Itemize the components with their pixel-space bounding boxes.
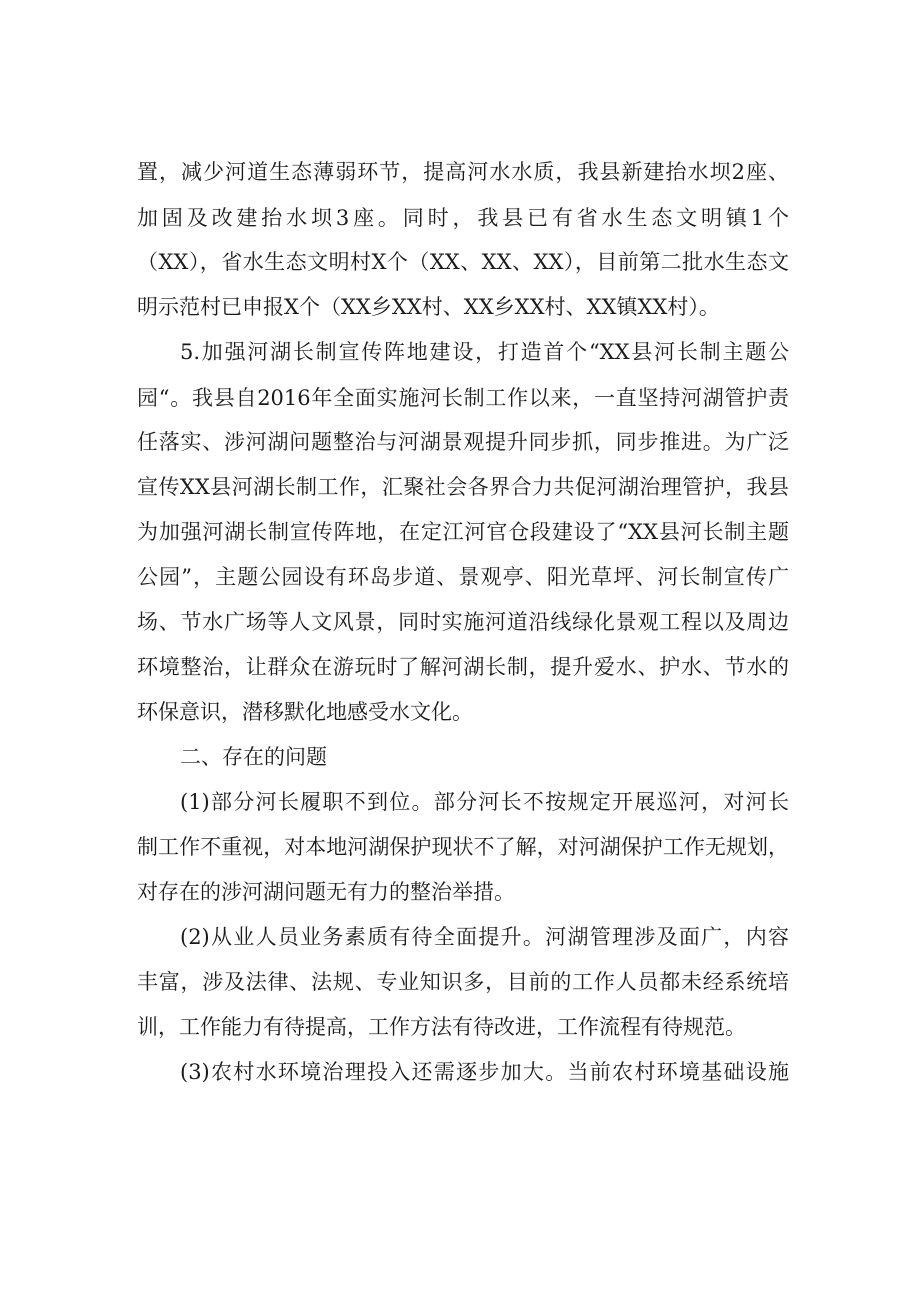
text-line: 对存在的涉河湖问题无有力的整治举措。 — [137, 880, 515, 904]
text-line: 为加强河湖长制宣传阵地，在定江河官仓段建设了“XX县河长制主题 — [137, 520, 789, 544]
item-3-line: (3)农村水环境治理投入还需逐步加大。当前农村环境基础设施 — [180, 1060, 789, 1084]
item-1-line: (1)部分河长履职不到位。部分河长不按规定开展巡河，对河长 — [180, 790, 789, 814]
item-5-heading-line: 5.加强河湖长制宣传阵地建设，打造首个“XX县河长制主题公 — [180, 340, 789, 364]
text-line: 置，减少河道生态薄弱环节，提高河水水质，我县新建抬水坝2座、 — [137, 160, 789, 184]
text-line: 场、节水广场等人文风景，同时实施河道沿线绿化景观工程以及周边 — [137, 610, 789, 634]
text-line: 明示范村已申报X个（XX乡XX村、XX乡XX村、XX镇XX村）。 — [137, 295, 720, 319]
text-line: 丰富，涉及法律、法规、专业知识多，目前的工作人员都未经系统培 — [137, 970, 789, 994]
text-line: 宣传XX县河湖长制工作，汇聚社会各界合力共促河湖治理管护，我县 — [137, 475, 789, 499]
text-line: 环保意识，潜移默化地感受水文化。 — [137, 700, 473, 724]
section-heading: 二、存在的问题 — [180, 745, 327, 769]
text-line: 加固及改建抬水坝3座。同时，我县已有省水生态文明镇1个 — [137, 206, 789, 230]
text-line: 环境整治，让群众在游玩时了解河湖长制，提升爱水、护水、节水的 — [137, 655, 789, 679]
text-line: 园“。我县自2016年全面实施河长制工作以来，一直坚持河湖管护责 — [137, 386, 789, 410]
item-2-line: (2)从业人员业务素质有待全面提升。河湖管理涉及面广，内容 — [180, 925, 789, 949]
text-line: 训，工作能力有待提高，工作方法有待改进，工作流程有待规范。 — [137, 1015, 746, 1039]
text-line: 制工作不重视，对本地河湖保护现状不了解，对河湖保护工作无规划， — [137, 835, 789, 859]
text-line: 公园”，主题公园设有环岛步道、景观亭、阳光草坪、河长制宣传广 — [137, 565, 789, 589]
text-line: （XX），省水生态文明村X个（XX、XX、XX），目前第二批水生态文 — [137, 250, 789, 274]
text-line: 任落实、涉河湖问题整治与河湖景观提升同步抓，同步推进。为广泛 — [137, 430, 789, 454]
